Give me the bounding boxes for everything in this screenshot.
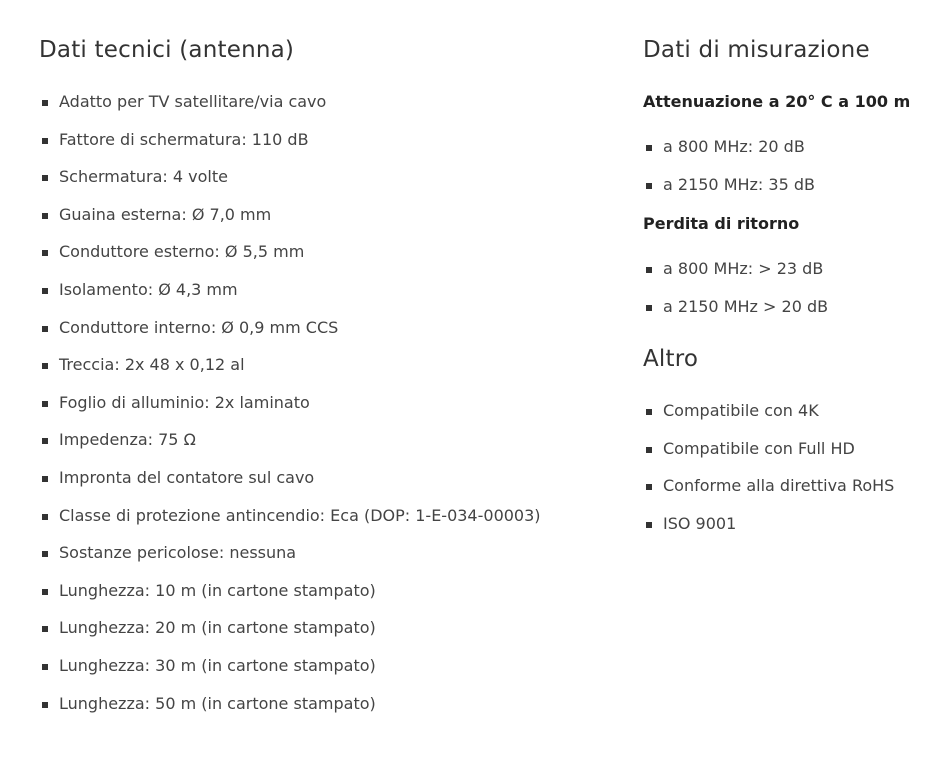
list-item: Lunghezza: 50 m (in cartone stampato) bbox=[39, 692, 599, 730]
list-item: Classe di protezione antincendio: Eca (DOP: 1-E-034-00003) bbox=[39, 504, 599, 542]
list-item: Schermatura: 4 volte bbox=[39, 165, 599, 203]
list-item: Adatto per TV satellitare/via cavo bbox=[39, 90, 599, 128]
return-loss-list bbox=[643, 257, 933, 332]
other-heading: Altro bbox=[643, 346, 699, 372]
list-item: Conduttore esterno: Ø 5,5 mm bbox=[39, 240, 599, 278]
attenuation-heading: Attenuazione a 20° C a 100 m bbox=[643, 92, 911, 111]
list-item: a 2150 MHz > 20 dB bbox=[643, 295, 933, 333]
list-item: Foglio di alluminio: 2x laminato bbox=[39, 391, 599, 429]
list-item: a 800 MHz: 20 dB bbox=[643, 135, 933, 173]
measurement-data-heading: Dati di misurazione bbox=[643, 37, 870, 63]
list-item: Isolamento: Ø 4,3 mm bbox=[39, 278, 599, 316]
attenuation-list bbox=[643, 135, 933, 210]
technical-data-list bbox=[39, 90, 599, 729]
list-item: Guaina esterna: Ø 7,0 mm bbox=[39, 203, 599, 241]
technical-data-heading: Dati tecnici (antenna) bbox=[39, 37, 295, 63]
list-item: Fattore di schermatura: 110 dB bbox=[39, 128, 599, 166]
list-item: Conduttore interno: Ø 0,9 mm CCS bbox=[39, 316, 599, 354]
list-item: Treccia: 2x 48 x 0,12 al bbox=[39, 353, 599, 391]
list-item: Compatibile con 4K bbox=[643, 399, 933, 437]
measurement-data-section bbox=[643, 32, 933, 549]
list-item: Impronta del contatore sul cavo bbox=[39, 466, 599, 504]
list-item: Sostanze pericolose: nessuna bbox=[39, 541, 599, 579]
list-item: a 800 MHz: > 23 dB bbox=[643, 257, 933, 295]
list-item: Lunghezza: 20 m (in cartone stampato) bbox=[39, 616, 599, 654]
list-item: Conforme alla direttiva RoHS bbox=[643, 474, 933, 512]
list-item: Lunghezza: 10 m (in cartone stampato) bbox=[39, 579, 599, 617]
return-loss-heading: Perdita di ritorno bbox=[643, 214, 800, 233]
list-item: Lunghezza: 30 m (in cartone stampato) bbox=[39, 654, 599, 692]
other-list bbox=[643, 399, 933, 549]
list-item: a 2150 MHz: 35 dB bbox=[643, 173, 933, 211]
technical-data-section bbox=[39, 32, 599, 729]
list-item: Compatibile con Full HD bbox=[643, 437, 933, 475]
list-item: ISO 9001 bbox=[643, 512, 933, 550]
list-item: Impedenza: 75 Ω bbox=[39, 428, 599, 466]
